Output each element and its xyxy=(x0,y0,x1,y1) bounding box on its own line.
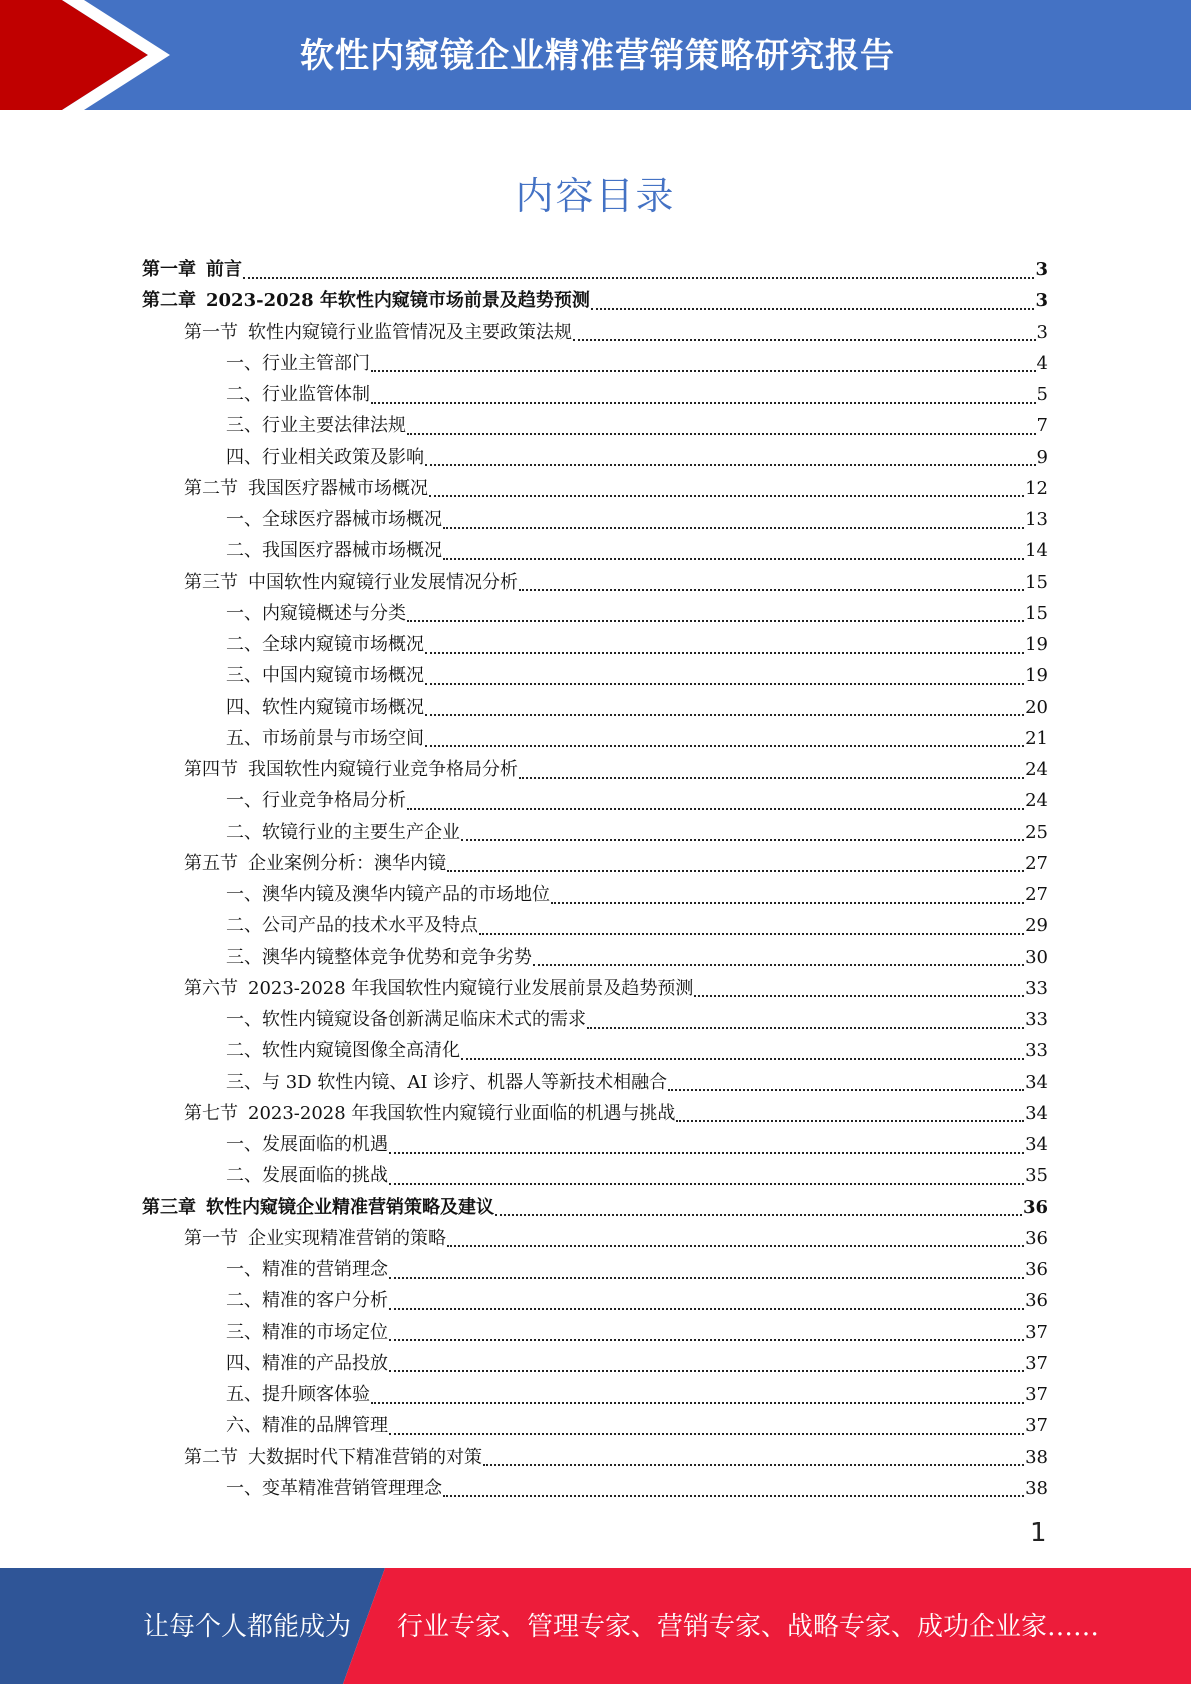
toc-entry[interactable] xyxy=(142,379,1048,410)
toc-entry-title xyxy=(226,629,424,660)
toc-entry-text: 五、市场前景与市场空间 xyxy=(226,727,424,749)
toc-page-number: 33 xyxy=(1025,1040,1048,1062)
toc-page-number: 27 xyxy=(1025,884,1048,905)
toc-entry-text: 我国医疗器械市场概况 xyxy=(248,477,428,499)
toc-dot-leader xyxy=(371,402,1036,404)
toc-entry-text: 二、行业监管体制 xyxy=(226,384,370,405)
toc-entry-title xyxy=(226,942,532,973)
toc-entry-title xyxy=(184,1223,446,1254)
toc-page-number: 38 xyxy=(1025,1477,1048,1499)
toc-entry-title xyxy=(226,723,424,754)
toc-entry-title xyxy=(226,598,406,629)
toc-entry-text: 二、精准的客户分析 xyxy=(226,1290,388,1312)
toc-entry-title xyxy=(226,660,424,691)
toc-page-number: 15 xyxy=(1025,602,1048,624)
toc-page-number: 3 xyxy=(1035,290,1048,312)
toc-page-number: 37 xyxy=(1025,1352,1048,1374)
toc-entry-text: 六、精准的品牌管理 xyxy=(226,1415,388,1437)
toc-entry[interactable] xyxy=(142,1067,1048,1098)
toc-page-number: 36 xyxy=(1025,1259,1048,1280)
toc-list xyxy=(142,254,1048,1504)
toc-entry[interactable] xyxy=(142,1192,1048,1223)
toc-page-number: 27 xyxy=(1025,852,1048,874)
toc-dot-leader xyxy=(443,1495,1024,1497)
toc-page-number: 7 xyxy=(1036,415,1048,437)
footer-slogan-right: 行业专家、管理专家、营销专家、战略专家、成功企业家…… xyxy=(397,1612,1100,1642)
toc-entry-text: 企业实现精准营销的策略 xyxy=(248,1227,446,1249)
toc-entry-title xyxy=(226,1410,388,1441)
toc-page-number: 21 xyxy=(1025,727,1048,749)
toc-page-number: 12 xyxy=(1025,477,1048,499)
toc-page-number: 37 xyxy=(1025,1415,1048,1437)
toc-entry[interactable] xyxy=(142,1160,1048,1191)
toc-entry[interactable] xyxy=(142,598,1048,629)
toc-entry-text: 三、中国内窥镜市场概况 xyxy=(226,665,424,687)
toc-entry-title xyxy=(226,1067,667,1098)
toc-entry-number: 第一节 xyxy=(184,1227,238,1249)
toc-entry-number: 第二节 xyxy=(184,1446,238,1468)
toc-entry[interactable] xyxy=(142,660,1048,691)
toc-dot-leader xyxy=(447,870,1024,872)
toc-page-number: 15 xyxy=(1025,571,1048,593)
toc-entry-title xyxy=(226,879,550,910)
toc-entry-text: 三、行业主要法律法规 xyxy=(226,415,406,437)
toc-entry[interactable] xyxy=(142,910,1048,941)
page-number: 1 xyxy=(1030,1518,1047,1548)
toc-dot-leader xyxy=(694,995,1024,997)
toc-entry-number: 第三章 xyxy=(142,1196,196,1218)
toc-page-number: 20 xyxy=(1025,696,1048,718)
toc-entry[interactable] xyxy=(142,1004,1048,1035)
toc-dot-leader xyxy=(389,1339,1024,1341)
toc-page-number: 33 xyxy=(1025,1009,1048,1030)
footer-slogan-left: 让每个人都能成为 xyxy=(143,1612,352,1642)
toc-dot-leader xyxy=(407,433,1036,435)
toc-entry-title xyxy=(142,254,242,285)
toc-dot-leader xyxy=(676,1120,1024,1122)
toc-entry-text: 二、发展面临的挑战 xyxy=(226,1165,388,1187)
toc-entry-title xyxy=(226,1035,460,1066)
toc-entry-title xyxy=(226,379,370,410)
toc-entry-title xyxy=(226,1254,388,1285)
toc-entry-title xyxy=(184,473,428,504)
toc-page-number: 33 xyxy=(1025,977,1048,999)
toc-page-number: 30 xyxy=(1025,946,1048,968)
toc-entry[interactable] xyxy=(142,629,1048,660)
toc-entry[interactable] xyxy=(142,1223,1048,1254)
toc-entry[interactable] xyxy=(142,348,1048,379)
toc-entry-title xyxy=(226,1473,442,1504)
toc-entry-title xyxy=(184,567,518,598)
toc-entry[interactable] xyxy=(142,1348,1048,1379)
toc-entry-title xyxy=(184,1098,675,1129)
toc-entry-title xyxy=(226,817,460,848)
toc-entry-title xyxy=(184,754,518,785)
toc-page-number: 3 xyxy=(1036,321,1048,343)
toc-page-number: 14 xyxy=(1025,540,1048,562)
toc-entry[interactable] xyxy=(142,692,1048,723)
toc-page-number: 24 xyxy=(1025,759,1048,780)
toc-dot-leader xyxy=(587,1027,1024,1029)
toc-entry[interactable] xyxy=(142,285,1048,316)
toc-entry-text: 前言 xyxy=(206,259,242,280)
toc-entry[interactable] xyxy=(142,1035,1048,1066)
toc-entry[interactable] xyxy=(142,535,1048,566)
toc-dot-leader xyxy=(425,652,1024,654)
toc-entry-text: 2023-2028 年软性内窥镜市场前景及趋势预测 xyxy=(206,290,590,312)
toc-entry-title xyxy=(226,692,424,723)
footer-banner xyxy=(0,1568,1191,1684)
toc-page-number: 4 xyxy=(1036,352,1048,374)
toc-entry-text: 企业案例分析：澳华内镜 xyxy=(248,852,446,874)
toc-entry[interactable] xyxy=(142,473,1048,504)
toc-entry-title xyxy=(142,285,590,316)
toc-entry-text: 一、行业竞争格局分析 xyxy=(226,790,406,812)
toc-dot-leader xyxy=(668,1089,1024,1091)
toc-entry-text: 软性内窥镜行业监管情况及主要政策法规 xyxy=(248,321,572,343)
toc-dot-leader xyxy=(243,277,1034,279)
toc-entry[interactable] xyxy=(142,879,1048,910)
toc-entry[interactable] xyxy=(142,942,1048,973)
toc-page-number: 37 xyxy=(1025,1384,1048,1405)
toc-entry-text: 我国软性内窥镜行业竞争格局分析 xyxy=(248,759,518,780)
toc-entry-title xyxy=(226,504,442,535)
toc-entry[interactable] xyxy=(142,723,1048,754)
toc-entry[interactable] xyxy=(142,1442,1048,1473)
toc-entry-number: 第四节 xyxy=(184,759,238,780)
toc-entry-text: 三、澳华内镜整体竞争优势和竞争劣势 xyxy=(226,946,532,968)
toc-entry-text: 四、精准的产品投放 xyxy=(226,1352,388,1374)
toc-dot-leader xyxy=(407,620,1024,622)
toc-entry-text: 软性内窥镜企业精准营销策略及建议 xyxy=(206,1196,494,1218)
toc-dot-leader xyxy=(519,589,1024,591)
toc-dot-leader xyxy=(461,839,1024,841)
toc-entry[interactable] xyxy=(142,1410,1048,1441)
toc-entry-text: 二、公司产品的技术水平及特点 xyxy=(226,915,478,937)
toc-title: 内容目录 xyxy=(515,174,676,218)
toc-entry-title xyxy=(226,1348,388,1379)
toc-entry-text: 一、变革精准营销管理理念 xyxy=(226,1477,442,1499)
toc-dot-leader xyxy=(429,495,1024,497)
toc-dot-leader xyxy=(551,902,1024,904)
toc-entry[interactable] xyxy=(142,1129,1048,1160)
toc-page-number: 35 xyxy=(1025,1165,1048,1187)
toc-entry[interactable] xyxy=(142,410,1048,441)
toc-page-number: 36 xyxy=(1022,1196,1048,1218)
toc-entry-title xyxy=(226,348,370,379)
toc-entry-title xyxy=(226,785,406,816)
toc-entry[interactable] xyxy=(142,1285,1048,1316)
toc-dot-leader xyxy=(389,1183,1024,1185)
toc-dot-leader xyxy=(519,777,1024,779)
toc-entry-text: 二、全球内窥镜市场概况 xyxy=(226,634,424,655)
toc-entry-text: 一、软性内镜窥设备创新满足临床术式的需求 xyxy=(226,1009,586,1030)
toc-entry[interactable] xyxy=(142,1473,1048,1504)
toc-page-number: 19 xyxy=(1025,665,1048,687)
toc-entry-title xyxy=(184,973,693,1004)
toc-entry-text: 一、精准的营销理念 xyxy=(226,1259,388,1280)
toc-entry-title xyxy=(226,410,406,441)
toc-dot-leader xyxy=(425,714,1024,716)
toc-entry-title xyxy=(226,1129,388,1160)
toc-page-number: 19 xyxy=(1025,634,1048,655)
toc-entry-text: 一、发展面临的机遇 xyxy=(226,1134,388,1155)
toc-entry-title xyxy=(226,910,478,941)
toc-dot-leader xyxy=(479,933,1024,935)
toc-page-number: 38 xyxy=(1025,1446,1048,1468)
toc-entry-title xyxy=(226,442,424,473)
toc-dot-leader xyxy=(371,1402,1024,1404)
toc-dot-leader xyxy=(371,370,1036,372)
toc-entry-text: 二、软性内窥镜图像全高清化 xyxy=(226,1040,460,1062)
toc-dot-leader xyxy=(461,1058,1024,1060)
toc-entry[interactable] xyxy=(142,785,1048,816)
toc-entry[interactable] xyxy=(142,848,1048,879)
toc-entry[interactable] xyxy=(142,1317,1048,1348)
toc-entry[interactable] xyxy=(142,1098,1048,1129)
toc-dot-leader xyxy=(425,745,1024,747)
toc-dot-leader xyxy=(425,464,1036,466)
toc-entry-text: 四、行业相关政策及影响 xyxy=(226,446,424,468)
toc-page-number: 25 xyxy=(1025,821,1048,843)
toc-entry-title xyxy=(142,1192,494,1223)
toc-entry-number: 第六节 xyxy=(184,977,238,999)
toc-entry-number: 第二节 xyxy=(184,477,238,499)
toc-entry[interactable] xyxy=(142,567,1048,598)
toc-entry[interactable] xyxy=(142,973,1048,1004)
toc-page-number: 34 xyxy=(1025,1071,1048,1093)
toc-page-number: 36 xyxy=(1025,1227,1048,1249)
toc-dot-leader xyxy=(425,683,1024,685)
toc-entry[interactable] xyxy=(142,1379,1048,1410)
toc-dot-leader xyxy=(443,527,1024,529)
toc-entry-title xyxy=(184,317,572,348)
toc-dot-leader xyxy=(447,1245,1024,1247)
toc-entry[interactable] xyxy=(142,504,1048,535)
toc-entry-number: 第一章 xyxy=(142,259,196,280)
toc-entry-text: 二、软镜行业的主要生产企业 xyxy=(226,821,460,843)
toc-entry-number: 第三节 xyxy=(184,571,238,593)
toc-dot-leader xyxy=(389,1433,1024,1435)
toc-page-number: 34 xyxy=(1025,1102,1048,1124)
toc-entry-text: 一、澳华内镜及澳华内镜产品的市场地位 xyxy=(226,884,550,905)
toc-entry-text: 五、提升顾客体验 xyxy=(226,1384,370,1405)
toc-entry[interactable] xyxy=(142,1254,1048,1285)
toc-entry-text: 三、精准的市场定位 xyxy=(226,1321,388,1343)
toc-dot-leader xyxy=(389,1152,1024,1154)
toc-entry-title xyxy=(226,1004,586,1035)
toc-entry-title xyxy=(226,1160,388,1191)
toc-page-number: 24 xyxy=(1025,790,1048,812)
toc-page-number: 36 xyxy=(1025,1290,1048,1312)
toc-page-number: 3 xyxy=(1035,259,1048,280)
toc-entry-text: 三、与 3D 软性内镜、AI 诊疗、机器人等新技术相融合 xyxy=(226,1071,668,1093)
toc-entry-text: 一、行业主管部门 xyxy=(226,352,370,374)
toc-dot-leader xyxy=(389,1277,1024,1279)
toc-entry-number: 第一节 xyxy=(184,321,238,343)
toc-entry[interactable] xyxy=(142,754,1048,785)
toc-page-number: 29 xyxy=(1025,915,1048,937)
toc-entry-text: 四、软性内窥镜市场概况 xyxy=(226,696,424,718)
toc-entry-number: 第二章 xyxy=(142,290,196,312)
toc-entry-title xyxy=(184,1442,482,1473)
toc-dot-leader xyxy=(591,308,1035,310)
toc-dot-leader xyxy=(483,1464,1024,1466)
toc-entry[interactable] xyxy=(142,817,1048,848)
toc-entry-title xyxy=(226,1285,388,1316)
toc-dot-leader xyxy=(407,808,1024,810)
toc-entry-text: 2023-2028 年我国软性内窥镜行业发展前景及趋势预测 xyxy=(248,977,694,999)
toc-entry-title xyxy=(226,535,442,566)
toc-entry-text: 二、我国医疗器械市场概况 xyxy=(226,540,442,562)
toc-page-number: 34 xyxy=(1025,1134,1048,1155)
toc-entry-text: 中国软性内窥镜行业发展情况分析 xyxy=(248,571,518,593)
header-banner xyxy=(0,0,1191,110)
toc-entry-title xyxy=(226,1379,370,1410)
toc-page-number: 37 xyxy=(1025,1321,1048,1343)
toc-page-number: 5 xyxy=(1036,384,1048,405)
toc-dot-leader xyxy=(389,1308,1024,1310)
toc-entry[interactable] xyxy=(142,254,1048,285)
toc-entry-text: 2023-2028 年我国软性内窥镜行业面临的机遇与挑战 xyxy=(248,1102,676,1124)
toc-entry-title xyxy=(226,1317,388,1348)
toc-entry-text: 一、全球医疗器械市场概况 xyxy=(226,509,442,530)
toc-entry-text: 一、内窥镜概述与分类 xyxy=(226,602,406,624)
toc-entry-title xyxy=(184,848,446,879)
toc-dot-leader xyxy=(573,339,1036,341)
toc-entry-text: 大数据时代下精准营销的对策 xyxy=(248,1446,482,1468)
toc-dot-leader xyxy=(495,1214,1022,1216)
toc-page-number: 13 xyxy=(1025,509,1048,530)
toc-dot-leader xyxy=(443,558,1024,560)
report-title: 软性内窥镜企业精准营销策略研究报告 xyxy=(300,36,895,76)
toc-page-number: 9 xyxy=(1036,446,1048,468)
toc-dot-leader xyxy=(533,964,1024,966)
toc-entry-number: 第七节 xyxy=(184,1102,238,1124)
toc-entry-number: 第五节 xyxy=(184,852,238,874)
toc-entry[interactable] xyxy=(142,442,1048,473)
toc-dot-leader xyxy=(389,1370,1024,1372)
toc-entry[interactable] xyxy=(142,317,1048,348)
